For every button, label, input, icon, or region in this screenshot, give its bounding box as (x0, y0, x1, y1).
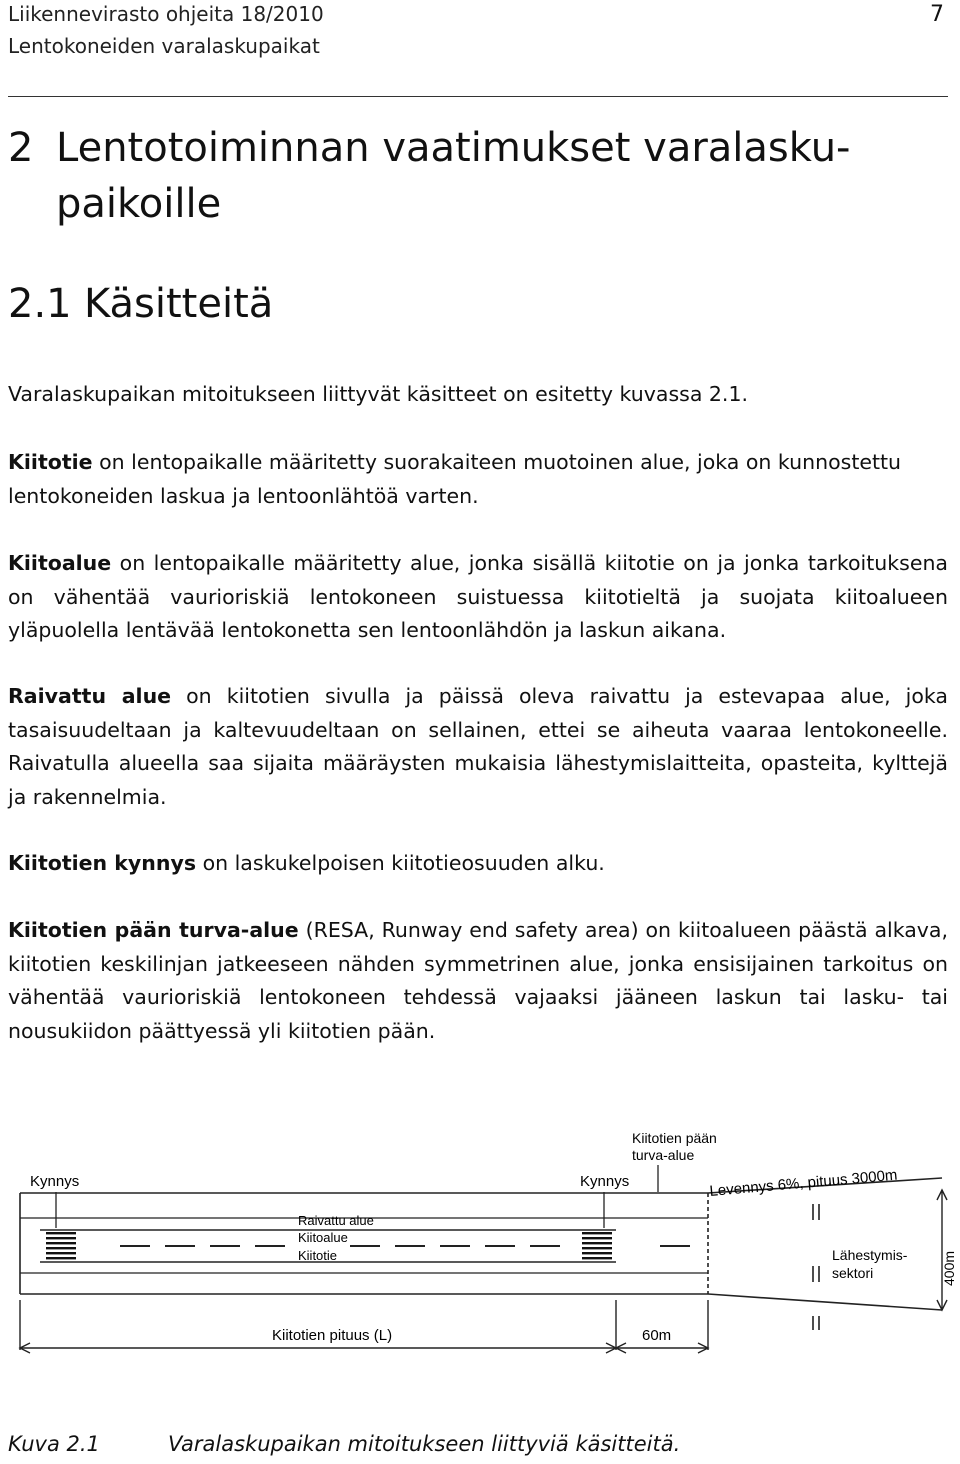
paragraph-raivattu (8, 680, 948, 814)
label-sector-line2: sektori (832, 1265, 874, 1281)
label-sector-line1: Lähestymis- (832, 1247, 908, 1263)
paragraph-intro: Varalaskupaikan mitoitukseen liittyvät käsitteet on esitetty kuvassa 2.1. (8, 382, 749, 406)
definition-kiitoalue: on lentopaikalle määritetty alue, jonka sisällä kiitotie on ja jonka tarkoituksena on vähentää vaurioriskiä lentokoneen suistuessa kiitotieltä ja suojata kiitoalueen yläpuolella lentävää lentokonetta sen lentoonlähdön ja laskun aikana. (8, 551, 948, 642)
paragraph-kynnys (8, 847, 948, 881)
sector-markers (813, 1204, 819, 1330)
term-kynnys: Kiitotien kynnys (8, 851, 197, 875)
label-raivattu: Raivattu alue (298, 1213, 374, 1228)
section-number: 2.1 (8, 281, 72, 327)
definition-kiitotie: on lentopaikalle määritetty suorakaiteen muotoinen alue, joka on kunnostettu lentokoneiden laskua ja lentoonlähtöä varten. (8, 450, 902, 508)
term-resa: Kiitotien pään turva-alue (8, 918, 299, 942)
chapter-number: 2 (8, 125, 34, 171)
term-raivattu: Raivattu alue (8, 684, 172, 708)
label-resa-line1: Kiitotien pään (632, 1130, 717, 1146)
definition-raivattu: on kiitotien sivulla ja päissä oleva raivattu ja estevapaa alue, joka tasaisuudeltaan ja kaltevuudeltaan on sellainen, ettei se aiheuta vaaraa lentokoneelle. Raivatulla alueella saa sijaita määräysten mukaisia lähestymislaitteita, opasteita, kylttejä ja rakennelmia. (8, 684, 948, 809)
figure-caption (8, 1432, 680, 1456)
label-60m: 60m (642, 1327, 672, 1344)
paragraph-kiitotie (8, 446, 948, 513)
right-threshold-bars (582, 1232, 612, 1259)
sector-bottom-edge (708, 1294, 942, 1310)
header-publication: Liikennevirasto ohjeita 18/2010 (8, 2, 324, 26)
label-kynnys-left: Kynnys (30, 1173, 80, 1190)
label-kiitoalue: Kiitoalue (298, 1230, 348, 1245)
label-kiitotie: Kiitotie (298, 1248, 338, 1263)
left-threshold-bars (46, 1232, 76, 1259)
label-kynnys-right: Kynnys (580, 1173, 630, 1190)
label-slope: Levennys 6%, pituus 3000m (708, 1166, 899, 1200)
definition-resa: (RESA, Runway end safety area) on kiitoalueen päästä alkava, kiitotien keskilinjan jatkeeseen nähden symmetrinen alue, jonka ensisijainen tarkoitus on vähentää vaurioriskiä lentokoneen tehdessä vajaaksi jääneen laskun tai lasku- tai nousukiidon päättyessä yli kiitotien pään. (8, 918, 948, 1043)
section-heading (8, 278, 273, 330)
caption-text: Varalaskupaikan mitoitukseen liittyviä käsitteitä. (168, 1432, 681, 1456)
width-dimension (937, 1190, 947, 1310)
label-length: Kiitotien pituus (L) (272, 1327, 393, 1344)
section-title: Käsitteitä (84, 281, 274, 327)
chapter-title-line1: Lentotoiminnan vaatimukset varalasku- (56, 125, 851, 171)
term-kiitoalue: Kiitoalue (8, 551, 112, 575)
label-width: 400m (941, 1250, 957, 1286)
header-divider (8, 96, 948, 97)
runway-diagram (0, 1120, 960, 1380)
page-number: 7 (930, 2, 944, 27)
definition-kynnys: on laskukelpoisen kiitotieosuuden alku. (196, 851, 605, 875)
paragraph-resa (8, 914, 948, 1048)
header-doc-title: Lentokoneiden varalaskupaikat (8, 34, 320, 58)
label-resa-line2: turva-alue (632, 1147, 695, 1163)
term-kiitotie: Kiitotie (8, 450, 93, 474)
chapter-heading (8, 120, 850, 232)
chapter-title-line2: paikoille (56, 181, 222, 227)
paragraph-kiitoalue (8, 547, 948, 648)
caption-label: Kuva 2.1 (8, 1432, 100, 1456)
